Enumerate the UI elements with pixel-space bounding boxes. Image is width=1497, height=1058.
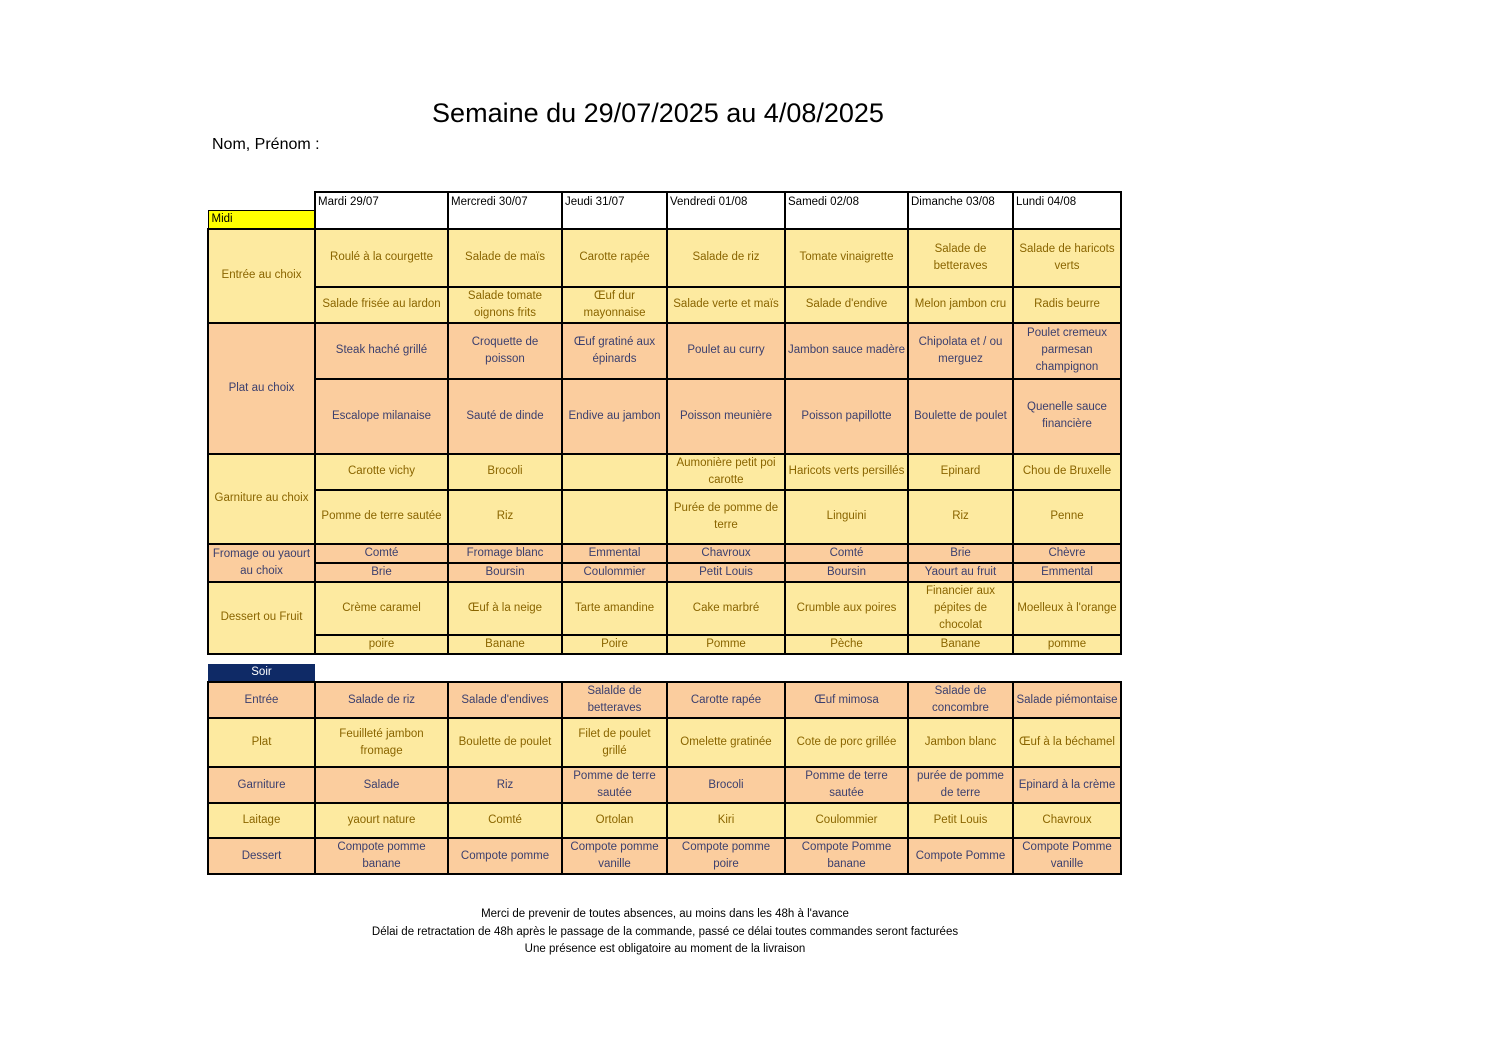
soir-entree-label: Entrée <box>208 682 315 718</box>
menu-cell: Emmental <box>1013 563 1121 582</box>
menu-cell: Œuf à la béchamel <box>1013 718 1121 767</box>
menu-cell: Compote Pomme banane <box>785 838 908 874</box>
menu-cell: Cake marbré <box>667 582 785 635</box>
page-title: Semaine du 29/07/2025 au 4/08/2025 <box>432 98 884 128</box>
menu-cell: Poisson meunière <box>667 379 785 454</box>
footer-line: Délai de retractation de 48h après le passage de la commande, passé ce délai toutes commandes seront facturées <box>371 925 959 938</box>
menu-cell <box>562 454 667 490</box>
menu-cell: Salade tomate oignons frits <box>448 287 562 323</box>
menu-cell: Salade verte et maïs <box>667 287 785 323</box>
entree-label: Entrée au choix <box>208 229 315 323</box>
footer-line: Une présence est obligatoire au moment de la livraison <box>524 943 806 955</box>
menu-cell: Cote de porc grillée <box>785 718 908 767</box>
footer-notes <box>0 906 1330 959</box>
menu-cell: Petit Louis <box>667 563 785 582</box>
plat-label: Plat au choix <box>208 323 315 454</box>
menu-cell: Feuilleté jambon fromage <box>315 718 448 767</box>
menu-cell: Pomme de terre sautée <box>315 490 448 544</box>
menu-cell: Chèvre <box>1013 544 1121 563</box>
menu-cell: Brocoli <box>448 454 562 490</box>
menu-cell: Kiri <box>667 803 785 838</box>
menu-cell: Salade d'endives <box>448 682 562 718</box>
menu-cell: Salade <box>315 767 448 803</box>
menu-cell: Boursin <box>448 563 562 582</box>
soir-plat-label: Plat <box>208 718 315 767</box>
menu-cell: Boulette de poulet <box>908 379 1013 454</box>
menu-cell: Compote Pomme <box>908 838 1013 874</box>
menu-cell: Œuf gratiné aux épinards <box>562 323 667 379</box>
menu-cell: Boulette de poulet <box>448 718 562 767</box>
midi-menu-table <box>207 191 1122 655</box>
menu-cell: Compote pomme poire <box>667 838 785 874</box>
menu-cell: Salade frisée au lardon <box>315 287 448 323</box>
menu-cell: Salade d'endive <box>785 287 908 323</box>
menu-cell: Poire <box>562 635 667 654</box>
menu-cell: Pomme de terre sautée <box>562 767 667 803</box>
day-header: Vendredi 01/08 <box>667 192 785 229</box>
menu-cell: Escalope milanaise <box>315 379 448 454</box>
soir-garniture-label: Garniture <box>208 767 315 803</box>
menu-cell: Brie <box>315 563 448 582</box>
menu-cell: Penne <box>1013 490 1121 544</box>
menu-cell: Poulet au curry <box>667 323 785 379</box>
menu-cell: pomme <box>1013 635 1121 654</box>
menu-cell: Crème caramel <box>315 582 448 635</box>
menu-cell: Salade de riz <box>315 682 448 718</box>
soir-dessert-label: Dessert <box>208 838 315 874</box>
menu-cell: Salade de haricots verts <box>1013 229 1121 287</box>
menu-cell: Melon jambon cru <box>908 287 1013 323</box>
day-header: Dimanche 03/08 <box>908 192 1013 229</box>
name-label: Nom, Prénom : <box>212 136 320 153</box>
day-header: Mercredi 30/07 <box>448 192 562 229</box>
menu-cell: Poisson papillotte <box>785 379 908 454</box>
soir-menu-table <box>207 664 1122 875</box>
menu-cell: Petit Louis <box>908 803 1013 838</box>
day-header: Samedi 02/08 <box>785 192 908 229</box>
menu-cell: Coulommier <box>785 803 908 838</box>
menu-cell: Tarte amandine <box>562 582 667 635</box>
menu-cell: yaourt nature <box>315 803 448 838</box>
menu-cell: Coulommier <box>562 563 667 582</box>
menu-cell: poire <box>315 635 448 654</box>
menu-cell: Salade de betteraves <box>908 229 1013 287</box>
menu-cell: Filet de poulet grillé <box>562 718 667 767</box>
menu-cell: Compote pomme banane <box>315 838 448 874</box>
menu-cell: Linguini <box>785 490 908 544</box>
menu-cell: Steak haché grillé <box>315 323 448 379</box>
menu-cell: Purée de pomme de terre <box>667 490 785 544</box>
menu-cell: Epinard <box>908 454 1013 490</box>
menu-cell <box>562 490 667 544</box>
fromage-label: Fromage ou yaourt au choix <box>208 544 315 582</box>
menu-cell: Banane <box>908 635 1013 654</box>
menu-cell: Banane <box>448 635 562 654</box>
menu-cell: Salade de maïs <box>448 229 562 287</box>
menu-cell: Comté <box>785 544 908 563</box>
menu-cell: Endive au jambon <box>562 379 667 454</box>
menu-cell: Quenelle sauce financière <box>1013 379 1121 454</box>
menu-cell: Comté <box>315 544 448 563</box>
menu-cell: Chavroux <box>1013 803 1121 838</box>
menu-cell: Financier aux pépites de chocolat <box>908 582 1013 635</box>
menu-cell: Pomme de terre sautée <box>785 767 908 803</box>
soir-laitage-label: Laitage <box>208 803 315 838</box>
menu-cell: Sauté de dinde <box>448 379 562 454</box>
footer-line: Merci de prevenir de toutes absences, au moins dans les 48h à l'avance <box>481 908 849 920</box>
menu-cell: Jambon blanc <box>908 718 1013 767</box>
garniture-label: Garniture au choix <box>208 454 315 544</box>
day-header: Lundi 04/08 <box>1013 192 1121 229</box>
menu-cell: Carotte rapée <box>667 682 785 718</box>
menu-cell: Œuf à la neige <box>448 582 562 635</box>
menu-cell: Fromage blanc <box>448 544 562 563</box>
menu-cell: Ortolan <box>562 803 667 838</box>
menu-cell: Crumble aux poires <box>785 582 908 635</box>
menu-cell: Moelleux à l'orange <box>1013 582 1121 635</box>
menu-cell: Riz <box>448 767 562 803</box>
menu-cell: Salade de concombre <box>908 682 1013 718</box>
menu-cell: purée de pomme de terre <box>908 767 1013 803</box>
menu-cell: Riz <box>448 490 562 544</box>
menu-cell: Epinard à la crème <box>1013 767 1121 803</box>
menu-cell: Brie <box>908 544 1013 563</box>
soir-label: Soir <box>208 664 315 682</box>
menu-cell: Croquette de poisson <box>448 323 562 379</box>
menu-cell: Chou de Bruxelle <box>1013 454 1121 490</box>
menu-cell: Roulé à la courgette <box>315 229 448 287</box>
menu-cell: Omelette gratinée <box>667 718 785 767</box>
menu-cell: Radis beurre <box>1013 287 1121 323</box>
menu-cell: Salalde de betteraves <box>562 682 667 718</box>
menu-cell: Compote pomme vanille <box>562 838 667 874</box>
menu-cell: Yaourt au fruit <box>908 563 1013 582</box>
day-header: Mardi 29/07 <box>315 192 448 229</box>
menu-cell: Aumonière petit poi carotte <box>667 454 785 490</box>
dessert-label: Dessert ou Fruit <box>208 582 315 654</box>
menu-cell: Œuf mimosa <box>785 682 908 718</box>
menu-cell: Carotte rapée <box>562 229 667 287</box>
menu-cell: Salade piémontaise <box>1013 682 1121 718</box>
day-header: Jeudi 31/07 <box>562 192 667 229</box>
menu-cell: Brocoli <box>667 767 785 803</box>
menu-cell: Œuf dur mayonnaise <box>562 287 667 323</box>
menu-cell: Emmental <box>562 544 667 563</box>
menu-cell: Salade de riz <box>667 229 785 287</box>
menu-cell: Chavroux <box>667 544 785 563</box>
menu-cell: Boursin <box>785 563 908 582</box>
menu-cell: Pomme <box>667 635 785 654</box>
menu-cell: Poulet cremeux parmesan champignon <box>1013 323 1121 379</box>
menu-cell: Compote Pomme vanille <box>1013 838 1121 874</box>
menu-cell: Compote pomme <box>448 838 562 874</box>
midi-label: Midi <box>208 210 315 229</box>
menu-cell: Comté <box>448 803 562 838</box>
menu-cell: Haricots verts persillés <box>785 454 908 490</box>
menu-cell: Riz <box>908 490 1013 544</box>
menu-cell: Chipolata et / ou merguez <box>908 323 1013 379</box>
menu-cell: Pèche <box>785 635 908 654</box>
menu-cell: Tomate vinaigrette <box>785 229 908 287</box>
menu-cell: Jambon sauce madère <box>785 323 908 379</box>
menu-cell: Carotte vichy <box>315 454 448 490</box>
